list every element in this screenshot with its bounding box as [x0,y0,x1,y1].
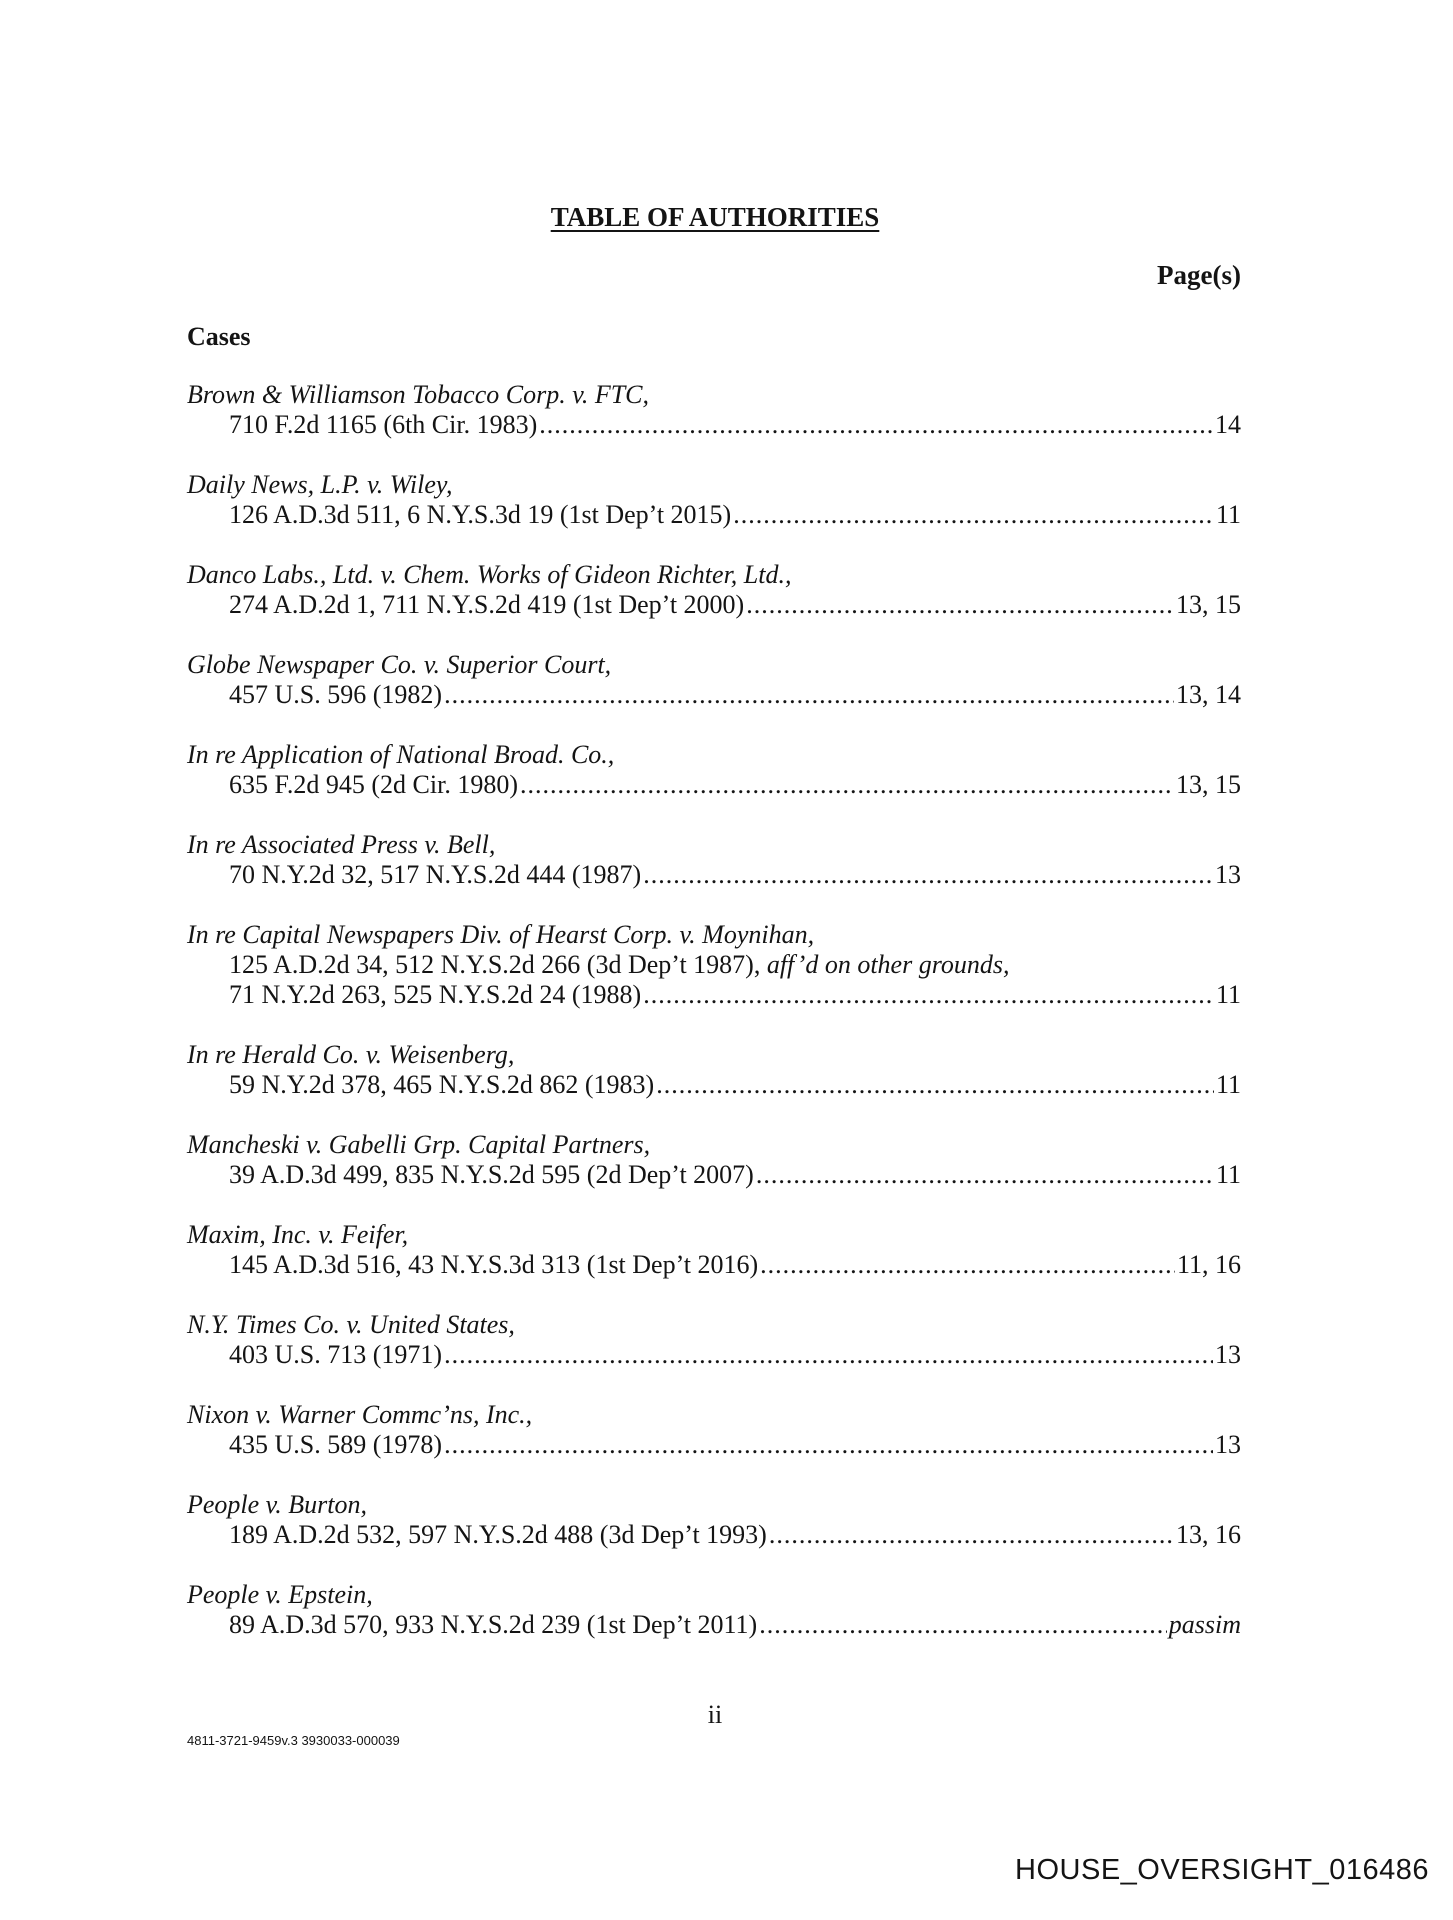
citation-text: 70 N.Y.2d 32, 517 N.Y.S.2d 444 (1987) [229,860,642,889]
dot-leader [444,1340,1213,1370]
page-references: 11 [1215,1070,1241,1099]
citation-text: 457 U.S. 596 (1982) [229,680,443,709]
dot-leader [756,1160,1214,1190]
citation-text: 710 F.2d 1165 (6th Cir. 1983) [229,410,538,439]
dot-leader [539,410,1213,440]
dot-leader [733,500,1214,530]
document-id: 4811-3721-9459v.3 3930033-000039 [187,1733,400,1748]
citation-text: 39 A.D.3d 499, 835 N.Y.S.2d 595 (2d Dep’t 2007) [229,1160,754,1189]
page-references: 13 [1215,1340,1241,1369]
authority-entry [187,1130,1241,1220]
case-name: In re Capital Newspapers Div. of Hearst Corp. v. Moynihan, [187,920,815,949]
case-name: Daily News, L.P. v. Wiley, [187,470,453,499]
section-heading-cases: Cases [187,322,251,351]
dot-leader [643,980,1214,1010]
case-name: People v. Burton, [187,1490,368,1519]
page-references: passim [1168,1610,1241,1639]
citation-text: 635 F.2d 945 (2d Cir. 1980) [229,770,518,799]
authority-entry [187,1400,1241,1490]
authority-entry [187,470,1241,560]
dot-leader [769,1520,1174,1550]
citation-text: 89 A.D.3d 570, 933 N.Y.S.2d 239 (1st Dep’t 2011) [229,1610,758,1639]
case-name: In re Associated Press v. Bell, [187,830,496,859]
dot-leader [520,770,1174,800]
citation-line [187,590,1241,620]
citation-line [187,500,1241,530]
dot-leader [760,1250,1175,1280]
citation-line [187,1610,1241,1640]
authority-entry [187,650,1241,740]
dot-leader [656,1070,1214,1100]
page-references: 14 [1215,410,1241,439]
citation-continuation [187,950,1241,980]
citation-text: 71 N.Y.2d 263, 525 N.Y.S.2d 24 (1988) [229,980,642,1009]
page-title: TABLE OF AUTHORITIES [550,202,880,232]
case-name: In re Herald Co. v. Weisenberg, [187,1040,515,1069]
page-references: 13, 14 [1176,680,1241,709]
page-references: 11 [1215,1160,1241,1189]
case-name: Mancheski v. Gabelli Grp. Capital Partners, [187,1130,651,1159]
citation-line [187,1160,1241,1190]
case-name: Brown & Williamson Tobacco Corp. v. FTC, [187,380,650,409]
case-name: Globe Newspaper Co. v. Superior Court, [187,650,612,679]
case-name: In re Application of National Broad. Co., [187,740,615,769]
authority-entry [187,1490,1241,1580]
citation-line [187,1250,1241,1280]
citation-text: 403 U.S. 713 (1971) [229,1340,443,1369]
authority-entry [187,560,1241,650]
citation-text: 274 A.D.2d 1, 711 N.Y.S.2d 419 (1st Dep’t 2000) [229,590,745,619]
page-references: 11 [1215,980,1241,1009]
authorities-list [187,380,1241,1670]
case-name: Nixon v. Warner Commc’ns, Inc., [187,1400,533,1429]
page-references: 13, 15 [1176,590,1241,619]
bates-number: HOUSE_OVERSIGHT_016486 [1015,1854,1429,1886]
dot-leader [444,680,1174,710]
citation-text: 125 A.D.2d 34, 512 N.Y.S.2d 266 (3d Dep’t 1987), [229,950,767,979]
citation-line [187,770,1241,800]
authority-entry [187,740,1241,830]
authority-entry [187,1220,1241,1310]
authority-entry [187,920,1241,1040]
pages-heading: Page(s) [1157,260,1241,290]
authority-entry [187,380,1241,470]
authority-entry [187,1310,1241,1400]
page-references: 13, 15 [1176,770,1241,799]
case-name: People v. Epstein, [187,1580,373,1609]
authority-entry [187,1580,1241,1670]
citation-text: 145 A.D.3d 516, 43 N.Y.S.3d 313 (1st Dep’t 2016) [229,1250,759,1279]
citation-line [187,410,1241,440]
citation-line [187,1520,1241,1550]
authority-entry [187,1040,1241,1130]
dot-leader [759,1610,1167,1640]
page-number: ii [707,1700,723,1729]
dot-leader [746,590,1174,620]
citation-text: 59 N.Y.2d 378, 465 N.Y.S.2d 862 (1983) [229,1070,655,1099]
citation-signal: aff’d on other grounds, [766,950,1010,979]
page-references: 13 [1215,1430,1241,1459]
page-references: 13, 16 [1176,1520,1241,1549]
citation-line [187,1430,1241,1460]
page-references: 11, 16 [1176,1250,1241,1279]
authority-entry [187,830,1241,920]
citation-text: 435 U.S. 589 (1978) [229,1430,443,1459]
citation-line [187,980,1241,1010]
page-references: 11 [1215,500,1241,529]
citation-text: 189 A.D.2d 532, 597 N.Y.S.2d 488 (3d Dep’t 1993) [229,1520,767,1549]
page-references: 13 [1215,860,1241,889]
case-name: Danco Labs., Ltd. v. Chem. Works of Gideon Richter, Ltd., [187,560,792,589]
citation-line [187,680,1241,710]
dot-leader [643,860,1213,890]
citation-line [187,1070,1241,1100]
citation-text: 126 A.D.3d 511, 6 N.Y.S.3d 19 (1st Dep’t 2015) [229,500,732,529]
citation-line [187,1340,1241,1370]
case-name: N.Y. Times Co. v. United States, [187,1310,515,1339]
citation-line [187,860,1241,890]
case-name: Maxim, Inc. v. Feifer, [187,1220,409,1249]
dot-leader [444,1430,1213,1460]
